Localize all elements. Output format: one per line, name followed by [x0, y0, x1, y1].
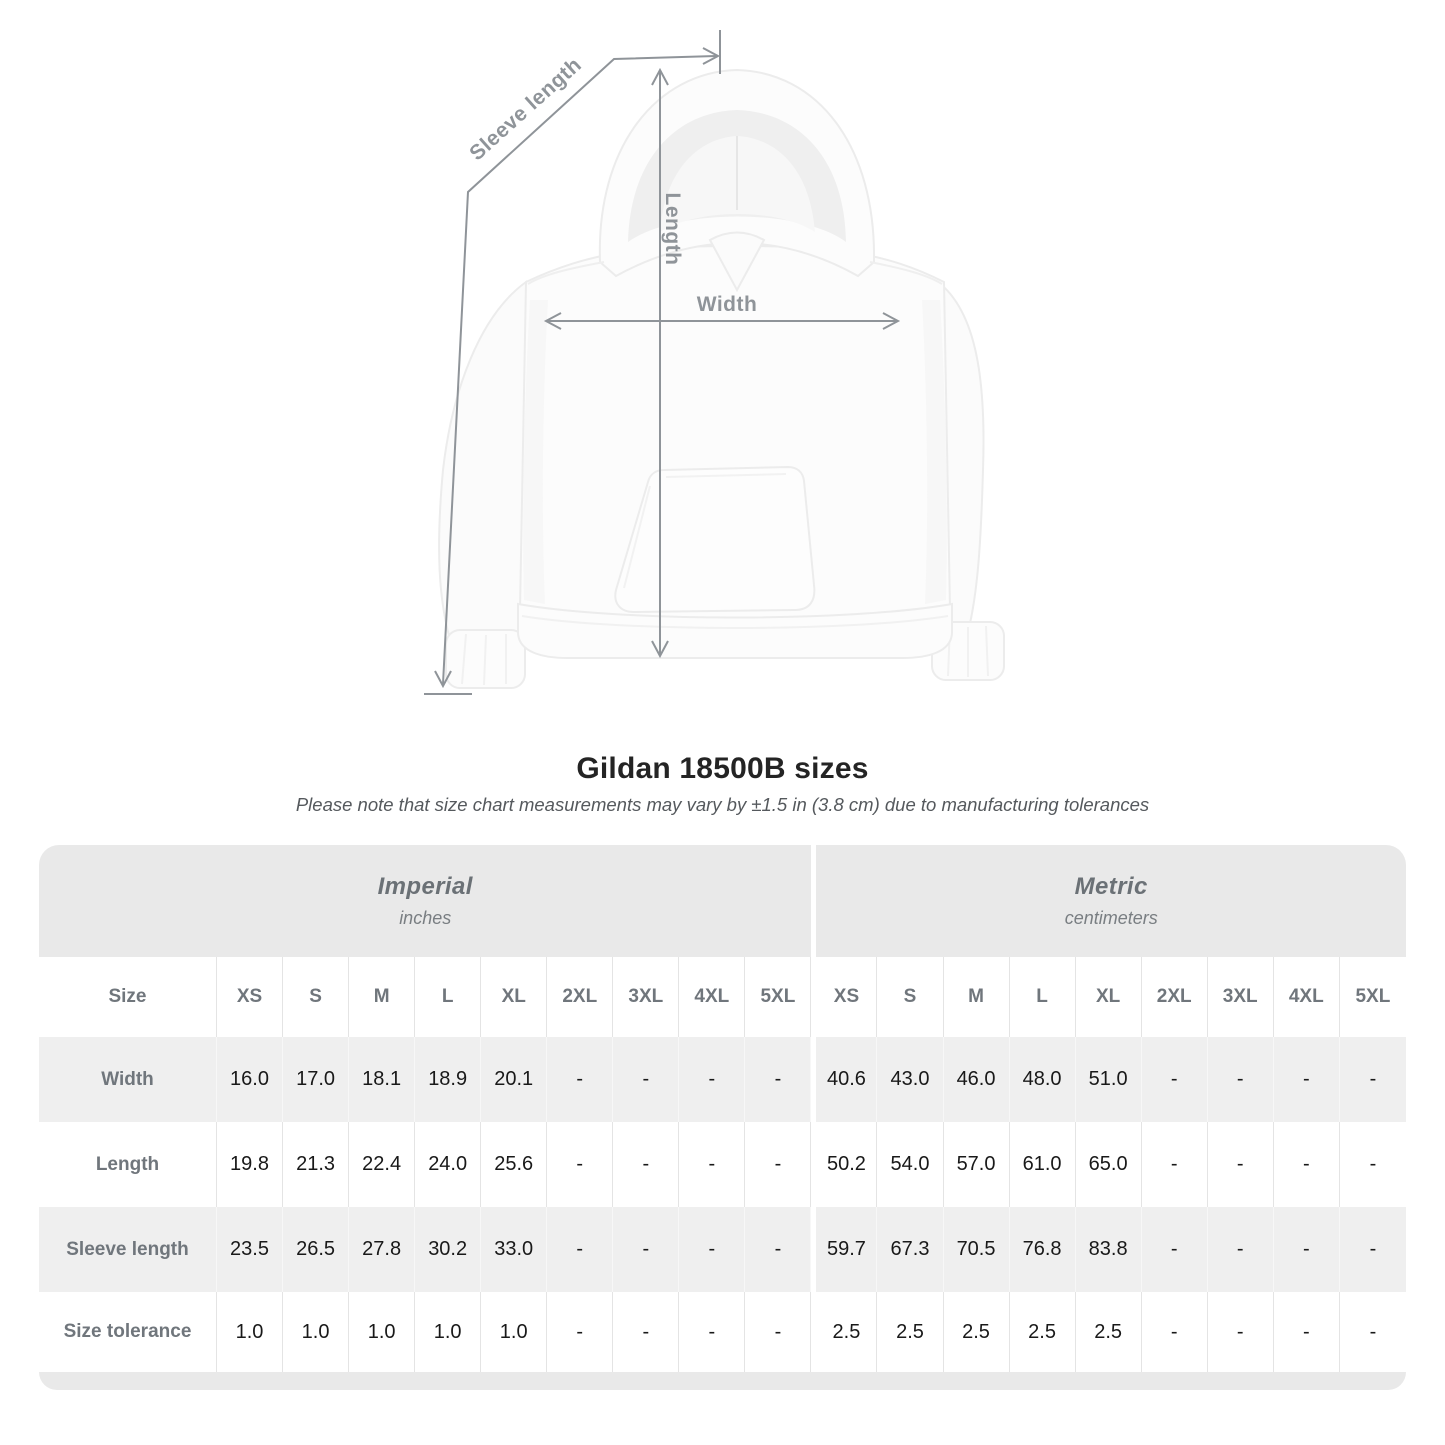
table-cell: 30.2	[415, 1207, 481, 1292]
table-cell: -	[1369, 1153, 1377, 1175]
table-cell: 2.5	[877, 1292, 943, 1372]
size-col-metric-2xl: 2XL	[1142, 957, 1208, 1037]
sleeve-length-label: Sleeve length	[465, 53, 587, 166]
table-cell: 1.0	[415, 1292, 481, 1372]
table-cell: -	[745, 1122, 811, 1207]
table-cell: 59.7	[811, 1207, 877, 1292]
size-col-imperial-3xl: 3XL	[613, 957, 679, 1037]
table-cell: 46.0	[944, 1037, 1010, 1122]
table-cell: 51.0	[1076, 1037, 1142, 1122]
table-row	[39, 1122, 1406, 1207]
table-cell: -	[1208, 1122, 1274, 1207]
table-cell: -	[679, 1207, 745, 1292]
size-col-imperial-l: L	[415, 957, 481, 1037]
table-footer	[39, 1372, 1406, 1390]
size-col-metric-4xl: 4XL	[1274, 957, 1340, 1037]
table-cell: -	[1142, 1037, 1208, 1122]
table-row	[39, 1037, 1406, 1122]
table-row	[39, 1207, 1406, 1292]
table-cell: -	[613, 1122, 679, 1207]
table-cell: 43.0	[877, 1037, 943, 1122]
table-cell: -	[745, 1207, 811, 1292]
table-row	[39, 1292, 1406, 1372]
imperial-title: Imperial	[377, 873, 473, 900]
imperial-unit: inches	[399, 908, 452, 928]
row-label: Length	[39, 1122, 217, 1207]
size-col-metric-3xl: 3XL	[1208, 957, 1274, 1037]
size-col-imperial-xl: XL	[481, 957, 547, 1037]
unit-header-row	[39, 845, 1406, 957]
row-label: Width	[39, 1037, 217, 1122]
table-cell: 2.5	[944, 1292, 1010, 1372]
table-cell: 18.9	[415, 1037, 481, 1122]
table-cell: 17.0	[283, 1037, 349, 1122]
size-col-metric-xl: XL	[1076, 957, 1142, 1037]
size-column-header: Size	[39, 957, 217, 1037]
table-cell: -	[1142, 1122, 1208, 1207]
table-cell: -	[547, 1292, 613, 1372]
table-cell: 2.5	[1010, 1292, 1076, 1372]
table-cell: -	[1208, 1037, 1274, 1122]
table-cell: -	[1142, 1292, 1208, 1372]
size-table	[39, 845, 1406, 1390]
row-label: Sleeve length	[39, 1207, 217, 1292]
size-col-imperial-xs: XS	[217, 957, 283, 1037]
table-cell: 57.0	[944, 1122, 1010, 1207]
size-col-metric-xs: XS	[811, 957, 877, 1037]
table-cell: 21.3	[283, 1122, 349, 1207]
table-cell: -	[745, 1037, 811, 1122]
table-cell: 2.5	[1076, 1292, 1142, 1372]
table-cell: -	[1369, 1238, 1377, 1260]
size-col-imperial-4xl: 4XL	[679, 957, 745, 1037]
metric-header	[811, 845, 1406, 957]
table-cell: 16.0	[217, 1037, 283, 1122]
table-cell: -	[613, 1207, 679, 1292]
table-cell: 24.0	[415, 1122, 481, 1207]
table-cell: 76.8	[1010, 1207, 1076, 1292]
table-cell: 27.8	[349, 1207, 415, 1292]
table-cell: -	[679, 1292, 745, 1372]
table-cell: -	[679, 1037, 745, 1122]
table-cell: 26.5	[283, 1207, 349, 1292]
hoodie-pocket	[615, 467, 814, 612]
table-cell: 22.4	[349, 1122, 415, 1207]
tolerance-note: Please note that size chart measurements may vary by ±1.5 in (3.8 cm) due to manufacturing tolerances	[295, 794, 1150, 815]
width-label: Width	[696, 293, 758, 316]
metric-unit: centimeters	[1064, 908, 1158, 928]
table-cell: 67.3	[877, 1207, 943, 1292]
size-col-metric-m: M	[944, 957, 1010, 1037]
table-cell: -	[1208, 1207, 1274, 1292]
table-cell: -	[1274, 1037, 1340, 1122]
table-cell: -	[1142, 1207, 1208, 1292]
table-cell: -	[1274, 1122, 1340, 1207]
table-cell: -	[1274, 1292, 1340, 1372]
size-table-wrap	[39, 845, 1406, 1390]
table-cell: 50.2	[811, 1122, 877, 1207]
table-cell: 48.0	[1010, 1037, 1076, 1122]
table-cell: -	[613, 1292, 679, 1372]
table-cell: 23.5	[217, 1207, 283, 1292]
imperial-header	[39, 845, 811, 957]
table-cell: -	[1274, 1207, 1340, 1292]
table-cell: 20.1	[481, 1037, 547, 1122]
table-cell: 61.0	[1010, 1122, 1076, 1207]
table-cell: 18.1	[349, 1037, 415, 1122]
table-cell: 33.0	[481, 1207, 547, 1292]
table-cell: -	[547, 1207, 613, 1292]
size-col-metric-5xl: 5XL	[1355, 986, 1391, 1007]
table-cell: 40.6	[811, 1037, 877, 1122]
size-col-metric-l: L	[1010, 957, 1076, 1037]
table-cell: -	[1208, 1292, 1274, 1372]
length-label: Length	[661, 192, 684, 266]
size-col-imperial-2xl: 2XL	[547, 957, 613, 1037]
table-cell: 1.0	[217, 1292, 283, 1372]
metric-title: Metric	[1074, 873, 1148, 900]
table-cell: -	[547, 1037, 613, 1122]
table-cell: 25.6	[481, 1122, 547, 1207]
table-cell: -	[1369, 1068, 1377, 1090]
table-cell: 2.5	[811, 1292, 877, 1372]
table-cell: 70.5	[944, 1207, 1010, 1292]
table-cell: 1.0	[481, 1292, 547, 1372]
page-title: Gildan 18500B sizes	[576, 752, 869, 785]
table-cell: 1.0	[283, 1292, 349, 1372]
table-cell: -	[679, 1122, 745, 1207]
table-cell: -	[547, 1122, 613, 1207]
table-cell: 65.0	[1076, 1122, 1142, 1207]
size-col-imperial-5xl: 5XL	[745, 957, 811, 1037]
table-cell: 1.0	[349, 1292, 415, 1372]
size-col-metric-s: S	[877, 957, 943, 1037]
table-cell: -	[613, 1037, 679, 1122]
table-cell: -	[1369, 1320, 1377, 1343]
table-cell: 19.8	[217, 1122, 283, 1207]
size-col-imperial-m: M	[349, 957, 415, 1037]
size-col-imperial-s: S	[283, 957, 349, 1037]
table-cell: -	[745, 1292, 811, 1372]
size-header-row	[39, 957, 1406, 1037]
row-label: Size tolerance	[39, 1292, 217, 1372]
table-cell: 54.0	[877, 1122, 943, 1207]
table-cell: 83.8	[1076, 1207, 1142, 1292]
